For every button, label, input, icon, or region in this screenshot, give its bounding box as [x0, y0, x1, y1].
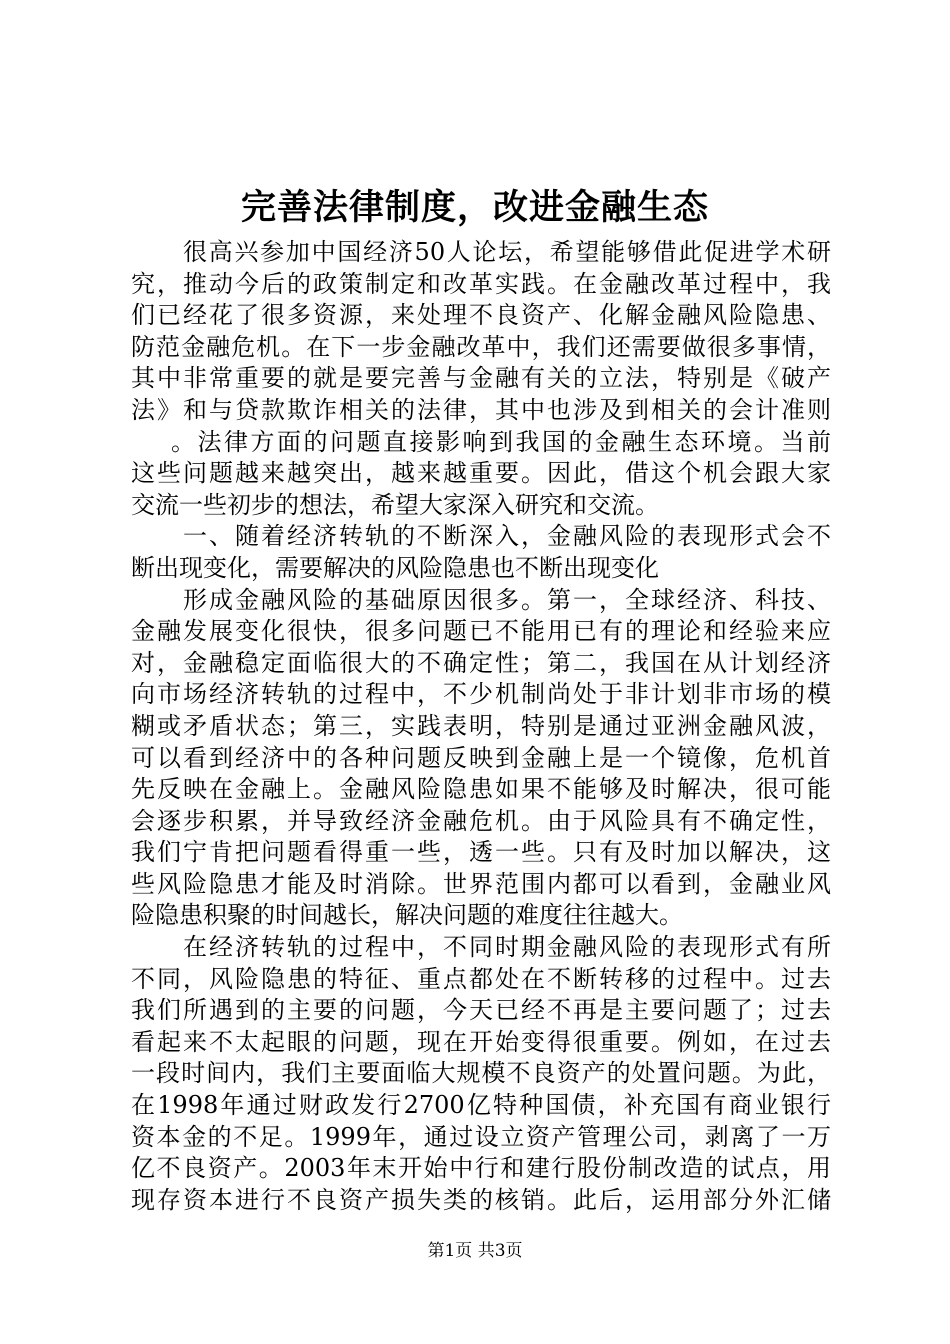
text-line: 很高兴参加中国经济50人论坛，希望能够借此促进学术研 — [183, 238, 831, 266]
text-line: 看起来不太起眼的问题，现在开始变得很重要。例如，在过去 — [131, 1027, 831, 1056]
text-line: 法》和与贷款欺诈相关的法律，其中也涉及到相关的会计准则 — [131, 395, 831, 424]
text-line: 这些问题越来越突出，越来越重要。因此，借这个机会跟大家 — [131, 459, 831, 488]
text-line: 防范金融危机。在下一步金融改革中，我们还需要做很多事情， — [131, 332, 831, 361]
text-line: 我们所遇到的主要的问题，今天已经不再是主要问题了；过去 — [131, 996, 831, 1025]
text-line: 对，金融稳定面临很大的不确定性；第二，我国在从计划经济 — [131, 648, 831, 677]
text-line: 究，推动今后的政策制定和改革实践。在金融改革过程中，我 — [131, 269, 831, 298]
document-title: 完善法律制度，改进金融生态 — [240, 187, 709, 228]
text-line: 向市场经济转轨的过程中，不少机制尚处于非计划非市场的模 — [131, 680, 831, 709]
text-line: 交流一些初步的想法，希望大家深入研究和交流。 — [131, 490, 659, 519]
text-line: 先反映在金融上。金融风险隐患如果不能够及时解决，很可能 — [131, 775, 831, 804]
text-line: 不同，风险隐患的特征、重点都处在不断转移的过程中。过去 — [131, 964, 831, 993]
text-line: 形成金融风险的基础原因很多。第一，全球经济、科技、 — [183, 585, 831, 614]
text-line: 会逐步积累，并导致经济金融危机。由于风险具有不确定性， — [131, 806, 831, 835]
text-line: 们已经花了很多资源，来处理不良资产、化解金融风险隐患、 — [131, 301, 831, 330]
text-line: 糊或矛盾状态；第三，实践表明，特别是通过亚洲金融风波， — [131, 711, 831, 740]
text-line: 金融发展变化很快，很多问题已不能用已有的理论和经验来应 — [131, 617, 831, 646]
text-line: 在经济转轨的过程中，不同时期金融风险的表现形式有所 — [183, 933, 831, 962]
text-line: 亿不良资产。2003年末开始中行和建行股份制改造的试点，用 — [131, 1154, 831, 1183]
text-line: 。法律方面的问题直接影响到我国的金融生态环境。当前 — [171, 427, 831, 456]
section-heading-line: 一、随着经济转轨的不断深入，金融风险的表现形式会不 — [183, 522, 831, 551]
text-line: 现存资本进行不良资产损失类的核销。此后，运用部分外汇储 — [131, 1185, 831, 1214]
text-line: 我们宁肯把问题看得重一些，透一些。只有及时加以解决，这 — [131, 838, 831, 867]
text-line: 在1998年通过财政发行2700亿特种国债，补充国有商业银行 — [131, 1091, 831, 1120]
document-body — [131, 237, 831, 1216]
text-line: 其中非常重要的就是要完善与金融有关的立法，特别是《破产 — [131, 364, 831, 393]
text-line: 些风险隐患才能及时消除。世界范围内都可以看到，金融业风 — [131, 869, 831, 898]
text-line: 一段时间内，我们主要面临大规模不良资产的处置问题。为此， — [131, 1059, 831, 1088]
section-heading-line: 断出现变化，需要解决的风险隐患也不断出现变化 — [131, 553, 659, 582]
page-footer: 第1页 共3页 — [427, 1241, 523, 1261]
text-line: 可以看到经济中的各种问题反映到金融上是一个镜像，危机首 — [131, 743, 831, 772]
text-line: 资本金的不足。1999年，通过设立资产管理公司，剥离了一万 — [131, 1122, 831, 1151]
text-line: 险隐患积聚的时间越长，解决问题的难度往往越大。 — [131, 901, 683, 930]
